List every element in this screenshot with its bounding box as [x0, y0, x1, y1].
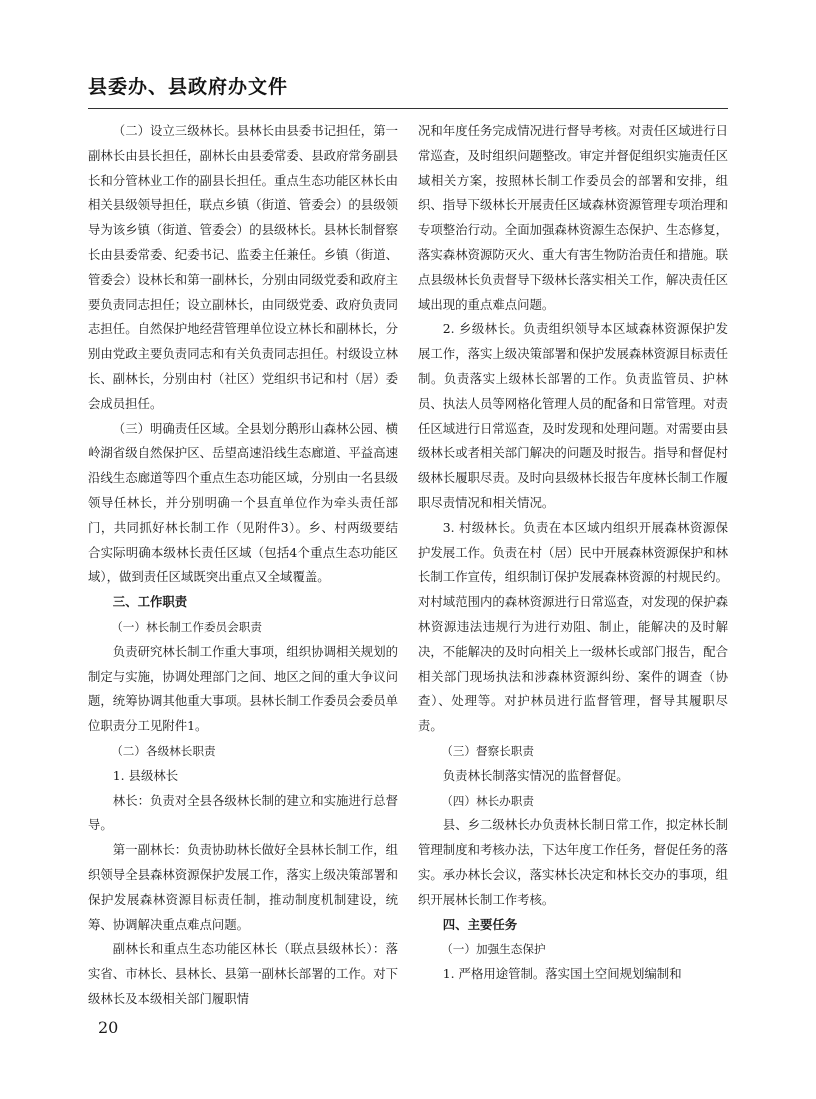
paragraph-chief: 林长：负责对全县各级林长制的建立和实施进行总督导。	[88, 792, 398, 833]
left-column	[88, 119, 398, 1012]
running-header	[88, 72, 728, 99]
paragraph-village-chief: 3. 村级林长。负责在本区域内组织开展森林资源保护发展工作。负责在村（居）民中开展森林资源保护和林长制工作宣传，组织制订保护发展森林资源的村规民约。对村域范围内的森林资源进行日常巡查，对发现的保护森林资源违法违规行为进行劝阻、制止，能解决的及时解决，不能解决的及时向相关上一级林长或部门报告，配合相关部门现场执法和涉森林资源纠纷、案件的调查（协查）、处理等。对护林员进行监督管理，督导其履职尽责。	[418, 519, 728, 734]
section-heading-main-tasks: 四、主要任务	[442, 916, 518, 932]
page-number: 20	[98, 1018, 119, 1037]
paragraph-township-chief: 2. 乡级林长。负责组织领导本区域森林资源保护发展工作，落实上级决策部署和保护发展森林资源目标责任制。负责落实上级林长部署的工作。负责监管员、护林员、执法人员等网格化管理人员的配备和日常管理。对责任区域进行日常巡查，及时发现和处理问题。对需要由县级林长或者相关部门解决的问题及时报告。指导和督促村级林长履职尽责。及时向县级林长报告年度林长制工作履职尽责情况和相关情况。	[418, 321, 728, 510]
paragraph-deputy-chief-continued: 况和年度任务完成情况进行督导考核。对责任区域进行日常巡查，及时组织问题整改。审定并督促组织实施责任区域相关方案，按照林长制工作委员会的部署和安排，组织、指导下级林长开展责任区域森林资源管理专项治理和专项整治行动。全面加强森林资源生态保护、生态修复，落实森林资源防灭火、重大有害生物防治责任和措施。联点县级林长负责督导下级林长落实相关工作，解决责任区域出现的重点难点问题。	[418, 123, 728, 312]
item-county-level-chief: 1. 县级林长	[112, 767, 179, 783]
subheading-committee-duties: （一）林长制工作委员会职责	[111, 619, 262, 634]
section-heading-duties: 三、工作职责	[112, 594, 188, 610]
subheading-office-duties: （四）林长办职责	[441, 793, 534, 808]
paragraph-define-responsibility-zones: （三）明确责任区域。全县划分鹅形山森林公园、横岭湖省级自然保护区、岳望高速沿线生态廊道、平益高速沿线生态廊道等四个重点生态功能区域，分别由一名县级领导任林长，并分别明确一个县直单位作为牵头责任部门，共同抓好林长制工作（见附件3）。乡、村两级要结合实际明确本级林长责任区域（包括4个重点生态功能区域），做到责任区域既突出重点又全域覆盖。	[88, 420, 398, 585]
paragraph-inspector-duties: 负责林长制落实情况的监督督促。	[442, 767, 629, 783]
header-divider	[88, 108, 728, 109]
header-title: 县委办、县政府办文件	[88, 76, 289, 98]
paragraph-first-deputy-chief: 第一副林长：负责协助林长做好全县林长制工作，组织领导全县森林资源保护发展工作，落实上级决策部署和保护发展森林资源目标责任制，推动制度机制建设，统筹、协调解决重点难点问题。	[88, 842, 398, 932]
paragraph-establish-three-levels: （二）设立三级林长。县林长由县委书记担任，第一副林长由县长担任，副林长由县委常委、县政府常务副县长和分管林业工作的副县长担任。重点生态功能区林长由相关县级领导担任，联点乡镇（街道、管委会）的县级领导为该乡镇（街道、管委会）的县级林长。县林长制督察长由县委常委、纪委书记、监委主任兼任。乡镇（街道、管委会）设林长和第一副林长，分别由同级党委和政府主要负责同志担任；设立副林长，由同级党委、政府负责同志担任。自然保护地经营管理单位设立林长和副林长，分别由党政主要负责同志和有关负责同志担任。村级设立林长、副林长，分别由村（社区）党组织书记和村（居）委会成员担任。	[88, 123, 398, 411]
paragraph-deputy-chief: 副林长和重点生态功能区林长（联点县级林长）：落实省、市林长、县林长、县第一副林长部署的工作。对下级林长及本级相关部门履职情	[88, 941, 398, 1006]
paragraph-office-duties: 县、乡二级林长办负责林长制日常工作，拟定林长制管理制度和考核办法，下达年度工作任务，督促任务的落实。承办林长会议，落实林长决定和林长交办的事项，组织开展林长制工作考核。	[418, 817, 728, 907]
paragraph-committee-duties: 负责研究林长制工作重大事项，组织协调相关规划的制定与实施，协调处理部门之间、地区之间的重大争议问题，统筹协调其他重大事项。县林长制工作委员会委员单位职责分工见附件1。	[88, 643, 398, 734]
right-column	[418, 119, 728, 987]
subheading-inspector-duties: （三）督察长职责	[441, 743, 534, 758]
subheading-ecological-protection: （一）加强生态保护	[441, 942, 546, 957]
subheading-chief-duties: （二）各级林长职责	[111, 743, 216, 758]
paragraph-land-use-control: 1. 严格用途管制。落实国土空间规划编制和	[442, 966, 682, 982]
